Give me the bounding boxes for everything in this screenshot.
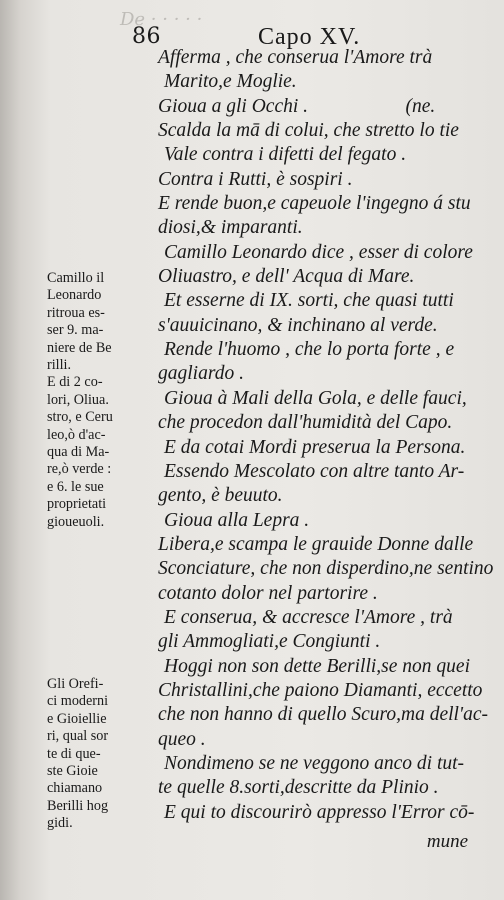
text-line: Vale contra i difetti del fegato . <box>164 144 407 166</box>
margin-note-line: stro, e Ceru <box>47 409 113 426</box>
margin-note-line: Gli Orefi- <box>47 676 104 692</box>
text-line: E conserua, & accresce l'Amore , trà <box>164 606 453 628</box>
margin-note-line: niere de Be <box>47 339 112 356</box>
text-line: gli Ammogliati,e Congiunti . <box>158 631 381 653</box>
text-line: Scalda la mā di colui, che stretto lo tie <box>158 120 459 142</box>
text-line: E da cotai Mordi preserua la Persona. <box>164 436 466 458</box>
body-text <box>158 46 504 825</box>
text-line: cotanto dolor nel partorire . <box>158 582 378 604</box>
running-head: Capo XV. <box>258 24 361 50</box>
margin-note-line: re,ò verde : <box>47 461 112 478</box>
margin-note-line: gioueuoli. <box>47 513 105 530</box>
text-line: Gioua à Mali della Gola, e delle fauci, <box>164 387 467 409</box>
margin-note-line: e 6. le sue <box>47 478 104 495</box>
margin-note-line: leo,ò d'ac- <box>47 426 106 443</box>
text-line: gento, è beuuto. <box>158 485 283 507</box>
text-line: Nondimeno se ne veggono anco di tut- <box>164 752 465 774</box>
margin-note-line: rilli. <box>47 357 72 374</box>
text-line: Christallini,che paiono Diamanti, eccetto <box>158 679 483 701</box>
margin-note <box>47 676 142 833</box>
text-line: Hoggi non son dette Berilli,se non quei <box>164 655 471 677</box>
text-line: diosi,& imparanti. <box>158 217 303 239</box>
text-line: che procedon dall'humidità del Capo. <box>158 412 453 434</box>
margin-note-line: ritroua es- <box>47 304 105 321</box>
margin-note-line: E di 2 co- <box>47 374 103 391</box>
catchword: mune <box>426 831 468 852</box>
text-line: E qui to discourirò appresso l'Error cō- <box>164 801 475 823</box>
text-line: Et esserne di IX. sorti, che quasi tutti <box>164 290 454 312</box>
text-line: queo . <box>158 728 206 750</box>
text-line: Sconciature, che non disperdino,ne sentino <box>158 558 494 580</box>
text-line: gagliardo . <box>158 363 244 385</box>
margin-note-line: Leonardo <box>47 287 102 304</box>
text-line: che non hanno di quello Scuro,ma dell'ac- <box>158 704 489 726</box>
margin-note-line: ri, qual sor <box>47 728 109 745</box>
margin-note-line: qua di Ma- <box>47 444 110 461</box>
text-line: Contra i Rutti, è sospiri . <box>158 168 353 190</box>
margin-note-line: chiamano <box>47 780 103 797</box>
text-line: Camillo Leonardo dice , esser di colore <box>164 241 473 263</box>
text-line: Gioua alla Lepra . <box>164 509 310 531</box>
text-line: s'auuicinano, & inchinano al verde. <box>158 314 438 336</box>
text-line: Oliuastro, e dell' Acqua di Mare. <box>158 266 415 288</box>
margin-note-line: gidi. <box>47 815 73 832</box>
text-line: E rende buon,e capeuole l'ingegno á stu <box>158 193 471 215</box>
margin-note-line: proprietati <box>47 496 107 513</box>
text-line: Libera,e scampa le grauide Donne dalle <box>158 533 474 555</box>
margin-note-line: Camillo il <box>47 270 105 286</box>
margin-note-line: Berilli hog <box>47 797 109 814</box>
text-line: Essendo Mescolato con altre tanto Ar- <box>164 460 465 482</box>
margin-note-line: ser 9. ma- <box>47 322 104 339</box>
text-line: Marito,e Moglie. <box>164 71 297 93</box>
margin-note-line: ste Gioie <box>47 763 98 780</box>
margin-note <box>47 270 142 531</box>
text-line: te quelle 8.sorti,descritte da Plinio . <box>158 777 439 799</box>
text-line: Afferma , che conserua l'Amore trà <box>158 47 433 68</box>
text-line: Gioua a gli Occhi . (ne. <box>158 95 436 117</box>
margin-note-line: te di que- <box>47 745 101 762</box>
margin-note-line: ci moderni <box>47 693 109 710</box>
show-through-text: De · · · · · <box>120 9 203 30</box>
margin-note-line: e Gioiellie <box>47 710 107 727</box>
text-line: Rende l'huomo , che lo porta forte , e <box>164 339 455 361</box>
page-number: 86 <box>132 24 161 49</box>
margin-note-line: lori, Oliua. <box>47 391 109 408</box>
